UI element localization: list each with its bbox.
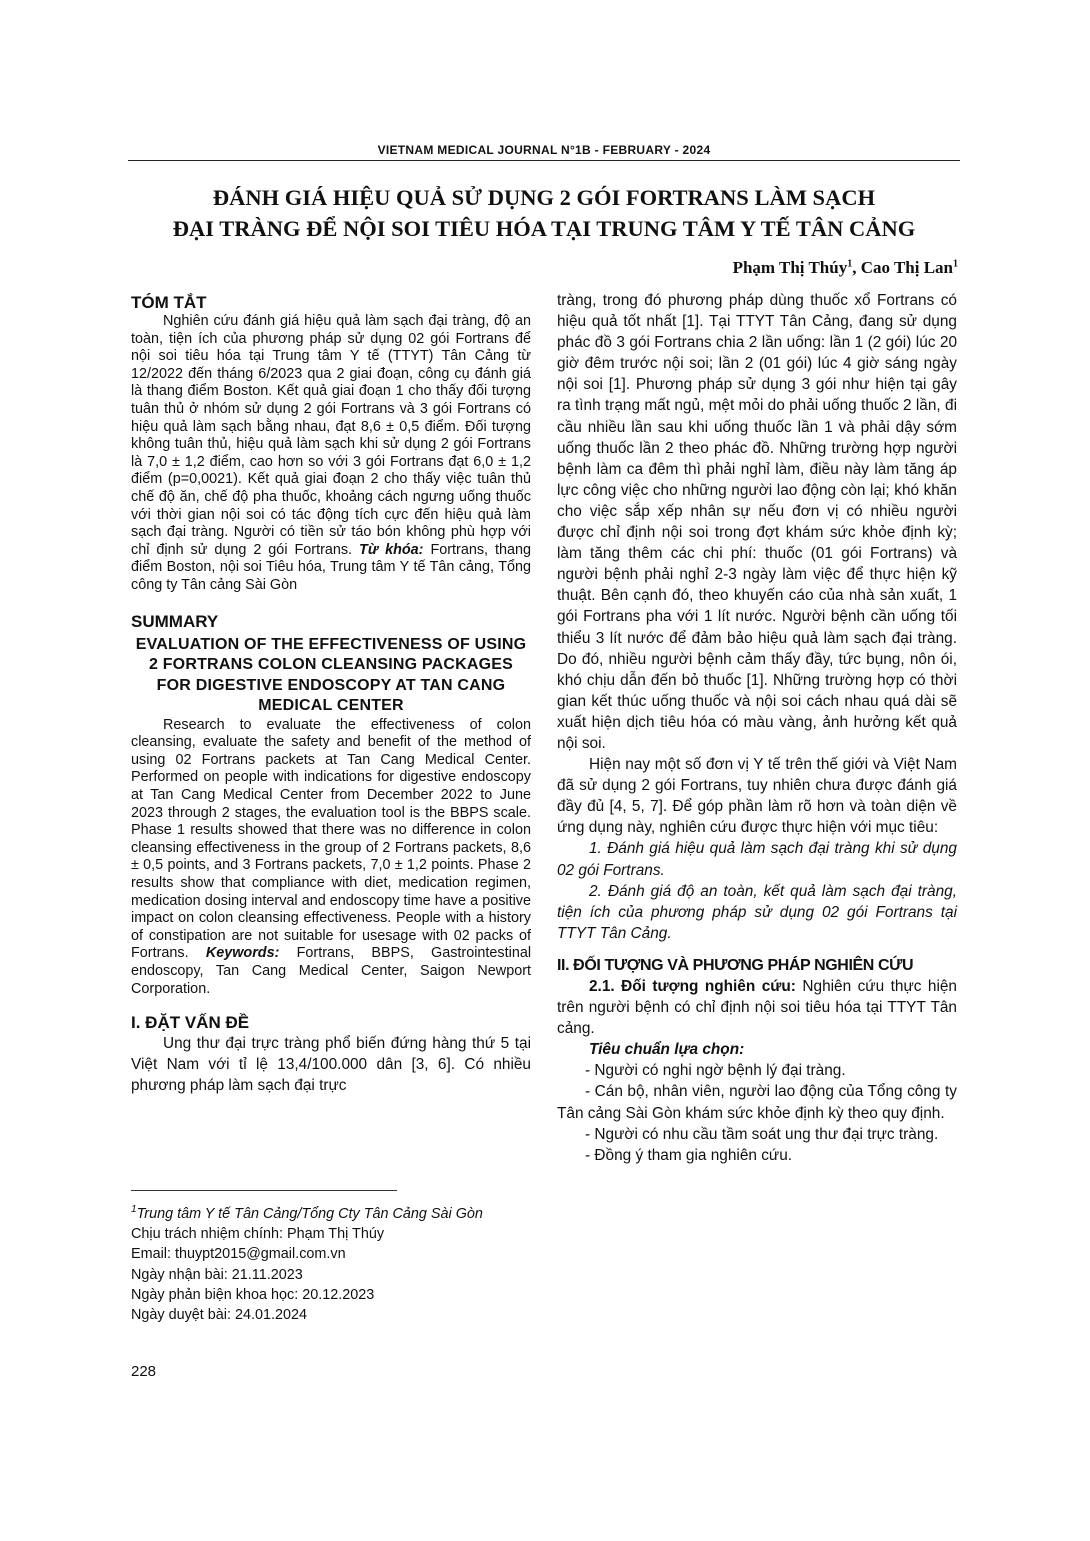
criteria-item: - Đồng ý tham gia nghiên cứu. [585, 1146, 793, 1164]
section-1-heading: I. ĐẶT VẤN ĐỀ [131, 1013, 250, 1033]
footnote-accepted: Ngày duyệt bài: 24.01.2024 [131, 1307, 308, 1324]
abstract-vi [131, 313, 531, 595]
right-column [557, 290, 957, 1166]
keywords-vi: Fortrans, thang điểm Boston, nội soi Tiêu hóa, Trung tâm Y tế Tân cảng, Tổng công ty Tân cảng Sài Gòn [131, 541, 532, 593]
criteria-item: - Cán bộ, nhân viên, người lao động của Tổng công ty Tân cảng Sài Gòn khám sức khỏe định kỳ theo quy định. [557, 1083, 957, 1122]
summary-title: EVALUATION OF THE EFFECTIVENESS OF USING 2 FORTRANS COLON CLEANSING PACKAGES FOR DIGESTIVE ENDOSCOPY AT TAN CANG MEDICAL CENTER [135, 635, 527, 715]
author-2-affil: 1 [953, 258, 958, 270]
author-1-affil: 1 [847, 258, 853, 270]
footnote-rule [131, 1190, 397, 1191]
author-sep: , [852, 258, 861, 277]
section-1-paragraph-2: Hiện nay một số đơn vị Y tế trên thế giới và Việt Nam đã sử dụng 2 gói Fortrans, tuy nhiên chưa được đánh giá đầy đủ [4, 5, 7]. Để góp phần làm rõ hơn và toàn diện về ứng dụng này, nghiên cứu được thực hiện với mục tiêu: [557, 756, 957, 837]
section-1-paragraph-1-cont: tràng, trong đó phương pháp dùng thuốc xổ Fortrans có hiệu quả tốt nhất [1]. Tại TTYT Tân Cảng, đang sử dụng phác đồ 3 gói Fortrans chia 2 lần uống: lần 1 (2 gói) lúc 20 giờ đêm trước nội soi; lần 2 (01 gói) lúc 4 giờ sáng ngày nội soi [1]. Phương pháp sử dụng 3 gói như hiện tại gây ra tình trạng mất ngủ, mệt mỏi do phải uống thuốc 2 lần, đi cầu nhiều lần sau khi uống thuốc lần 1 và phải dậy sớm uống thuốc lần 2 theo phác đồ. Những trường hợp người bệnh làm ca đêm thì phải nghỉ làm, điều này làm tăng áp lực công việc cho những người lao động còn lại; khó khăn cho việc sắp xếp nhân sự nếu đơn vị có nhiều người được chỉ định nội soi trong đợt khám sức khỏe định kỳ; làm tăng thêm các chi phí: thuốc (01 gói Fortrans) và người bệnh phải nghỉ 2-3 ngày làm việc để thực hiện kỹ thuật. Bên cạnh đó, theo khuyến cáo của nhà sản xuất, 1 gói Fortrans pha với 1 lít nước. Người bệnh cần uống tối thiểu 3 lít nước để đảm bảo hiệu quả làm sạch đại tràng. Do đó, nhiều người bệnh cảm thấy đầy, tức bụng, nôn ói, khó chịu dẫn đến bỏ thuốc [1]. Những trường hợp có thời gian kết thúc uống thuốc và nội soi cách nhau quá dài sẽ xuất hiện dịch tiêu hóa có màu vàng, ảnh hưởng kết quả nội soi. [557, 292, 957, 752]
subsection-2-1-label: 2.1. Đối tượng nghiên cứu: [589, 978, 796, 995]
summary-heading: SUMMARY [131, 611, 219, 631]
subsection-2-1-text: Nghiên cứu thực hiện trên người bệnh có chỉ định nội soi tiêu hóa tại TTYT Tân cảng. [557, 978, 957, 1038]
footnote-responsible: Chịu trách nhiệm chính: Phạm Thị Thúy [131, 1226, 385, 1243]
author-2: Cao Thị Lan [860, 258, 953, 277]
objective-1: 1. Đánh giá hiệu quả làm sạch đại tràng khi sử dụng 02 gói Fortrans. [557, 840, 957, 879]
title-line-1: ĐÁNH GIÁ HIỆU QUẢ SỬ DỤNG 2 GÓI FORTRANS LÀM SẠCH [212, 185, 876, 210]
abstract-en-body: Research to evaluate the effectiveness of colon cleansing, evaluate the safety and benefit of the method of using 02 Fortrans packets at Tan Cang Medical Center. Performed on people with indications for digestive endoscopy at Tan Cang Medical Center from December 2022 to June 2023 through 2 stages, the evaluation tool is the BBPS scale. Phase 1 results showed that there was no difference in colon cleansing effectiveness in the group of 2 Fortrans packets, 8,6 ± 0,5 points, and 3 Fortrans packets, 7,0 ± 1,2 points. Phase 2 results show that compliance with diet, medication regimen, medication dosing interval and endoscopy time have a positive impact on colon cleansing effectiveness. People with a history of constipation are not suitable for usesage with 02 packs of Fortrans. [131, 716, 531, 962]
page-number: 228 [131, 1363, 157, 1380]
criteria-item: - Người có nhu cầu tầm soát ung thư đại trực tràng. [585, 1125, 939, 1143]
footnote-reviewed: Ngày phản biện khoa học: 20.12.2023 [131, 1286, 375, 1303]
authors [733, 258, 958, 278]
keywords-en-label: Keywords: [205, 945, 280, 962]
author-1: Phạm Thị Thúy [732, 258, 848, 277]
abstract-en [131, 717, 531, 999]
abstract-vi-heading: TÓM TẮT [131, 293, 207, 312]
footnote-sup: 1 [131, 1204, 137, 1215]
journal-header: VIETNAM MEDICAL JOURNAL N°1B - FEBRUARY - 2024 [377, 143, 711, 157]
footnote-received: Ngày nhận bài: 21.11.2023 [131, 1266, 303, 1283]
keywords-vi-label: Từ khóa: [359, 541, 424, 558]
article-title [128, 182, 960, 244]
footnote-affiliation: Trung tâm Y tế Tân Cảng/Tổng Cty Tân Cảng Sài Gòn [136, 1205, 483, 1222]
section-1-paragraph-1: Ung thư đại trực tràng phổ biến đứng hàng thứ 5 tại Việt Nam với tỉ lệ 13,4/100.000 dân [3, 6]. Có nhiều phương pháp làm sạch đại trực [131, 1035, 531, 1095]
abstract-vi-body: Nghiên cứu đánh giá hiệu quả làm sạch đại tràng, độ an toàn, tiện ích của phương pháp sử dụng 02 gói Fortrans để nội soi tiêu hóa tại Trung tâm Y tế (TTYT) Tân Cảng từ 12/2022 đến tháng 6/2023 qua 2 giai đoạn, công cụ đánh giá là thang điểm Boston. Kết quả giai đoạn 1 cho thấy đối tượng tuân thủ ở nhóm sử dụng 2 gói Fortrans và 3 gói Fortrans có hiệu quả làm sạch bằng nhau, đạt 8,6 ± 0,5 điểm. Đối tượng không tuân thủ, hiệu quả làm sạch khi sử dụng 2 gói Fortrans là 7,0 ± 1,2 điểm, cao hơn so với 3 gói Fortrans đạt 6,0 ± 1,2 điểm (p=0,0021). Kết quả giai đoạn 2 cho thấy việc tuân thủ chế độ ăn, chế độ pha thuốc, khoảng cách ngưng uống thuốc với thời gian nội soi có tác động tích cực đến hiệu quả làm sạch đại tràng. Người có tiền sử táo bón không phù hợp với chỉ định sử dụng 2 gói Fortrans. [131, 313, 531, 558]
keywords-en: Fortrans, BBPS, Gastrointestinal endoscopy, Tan Cang Medical Center, Saigon Newport Corporation. [131, 945, 532, 997]
footnote-email: Email: thuypt2015@gmail.com.vn [131, 1246, 346, 1263]
criteria-item: - Người có nghi ngờ bệnh lý đại tràng. [585, 1062, 846, 1080]
criteria-label: Tiêu chuẩn lựa chọn: [589, 1041, 745, 1059]
title-line-2: ĐẠI TRÀNG ĐỂ NỘI SOI TIÊU HÓA TẠI TRUNG TÂM Y TẾ TÂN CẢNG [172, 216, 916, 241]
left-column [131, 292, 531, 1097]
footnote [131, 1200, 551, 1326]
header-rule [128, 160, 960, 161]
objective-2: 2. Đánh giá độ an toàn, kết quả làm sạch đại tràng, tiện ích của phương pháp sử dụng 02 gói Fortrans tại TTYT Tân Cảng. [557, 882, 957, 942]
section-2-heading: II. ĐỐI TƯỢNG VÀ PHƯƠNG PHÁP NGHIÊN CỨU [557, 956, 914, 974]
